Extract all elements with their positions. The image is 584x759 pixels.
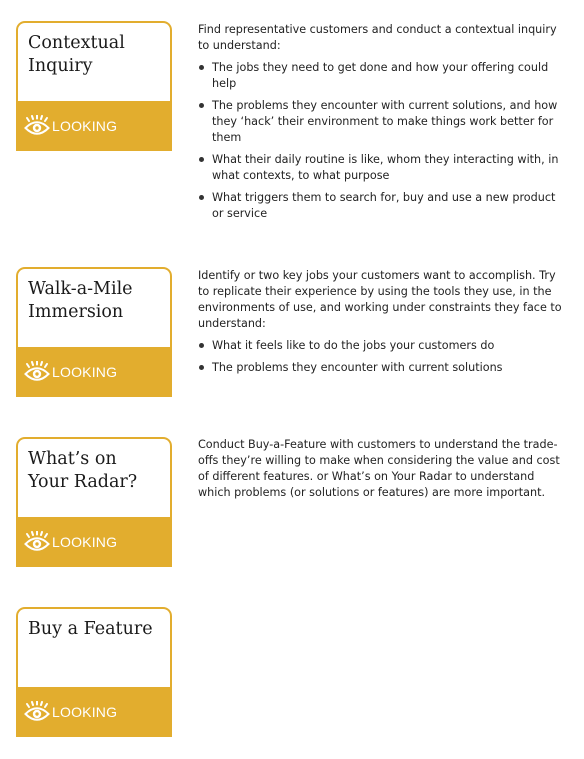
- eye-icon: [24, 531, 50, 553]
- method-card-contextual-inquiry: [16, 21, 172, 151]
- looking-band: [16, 101, 172, 151]
- card-title-line: Your Radar?: [28, 472, 138, 492]
- card-title: [28, 448, 168, 494]
- card-title: [28, 32, 168, 78]
- card-title-line: Contextual: [28, 33, 125, 53]
- card-title-box: [16, 21, 172, 101]
- method-card-walk-a-mile: [16, 267, 172, 397]
- description-intro: Identify or two key jobs your customers want to accomplish. Try to replicate their experience by using the tools they use, in the environments of use, and working under constraints they face to understand:: [198, 269, 562, 330]
- list-item: The jobs they need to get done and how your offering could help: [198, 60, 568, 92]
- eye-icon: [24, 361, 50, 383]
- card-title: [28, 618, 168, 641]
- looking-band: [16, 687, 172, 737]
- list-item: The problems they encounter with current solutions: [198, 360, 568, 376]
- method-card-whats-on-your-radar: [16, 437, 172, 567]
- card-title-line: Walk-a-Mile: [28, 279, 133, 299]
- looking-band: [16, 347, 172, 397]
- card-title-box: [16, 267, 172, 347]
- card-title-box: [16, 437, 172, 517]
- bullet-list: [198, 338, 568, 376]
- card-title-line: Immersion: [28, 302, 124, 322]
- description-whats-on-your-radar: [198, 437, 568, 507]
- bullet-list: [198, 60, 568, 222]
- card-title-box: [16, 607, 172, 687]
- list-item: What their daily routine is like, whom they interacting with, in what contexts, to what purpose: [198, 152, 568, 184]
- description-contextual-inquiry: [198, 22, 568, 228]
- looking-label: LOOKING: [52, 704, 118, 720]
- card-title-line: Inquiry: [28, 56, 93, 76]
- looking-band: [16, 517, 172, 567]
- eye-icon: [24, 115, 50, 137]
- eye-icon: [24, 701, 50, 723]
- description-walk-a-mile: [198, 268, 568, 382]
- list-item: What triggers them to search for, buy and use a new product or service: [198, 190, 568, 222]
- description-intro: Find representative customers and conduct a contextual inquiry to understand:: [198, 23, 557, 52]
- card-title: [28, 278, 168, 324]
- card-title-line: Buy a Feature: [28, 619, 153, 639]
- looking-label: LOOKING: [52, 534, 118, 550]
- looking-label: LOOKING: [52, 364, 118, 380]
- list-item: The problems they encounter with current solutions, and how they ‘hack’ their environment to make things work better for them: [198, 98, 568, 146]
- list-item: What it feels like to do the jobs your customers do: [198, 338, 568, 354]
- description-intro: Conduct Buy-a-Feature with customers to understand the trade-offs they’re willing to make when considering the value and cost of different features. or What’s on Your Radar to understand which problems (or solutions or features) are more important.: [198, 438, 560, 499]
- method-card-buy-a-feature: [16, 607, 172, 737]
- looking-label: LOOKING: [52, 118, 118, 134]
- card-title-line: What’s on: [28, 449, 117, 469]
